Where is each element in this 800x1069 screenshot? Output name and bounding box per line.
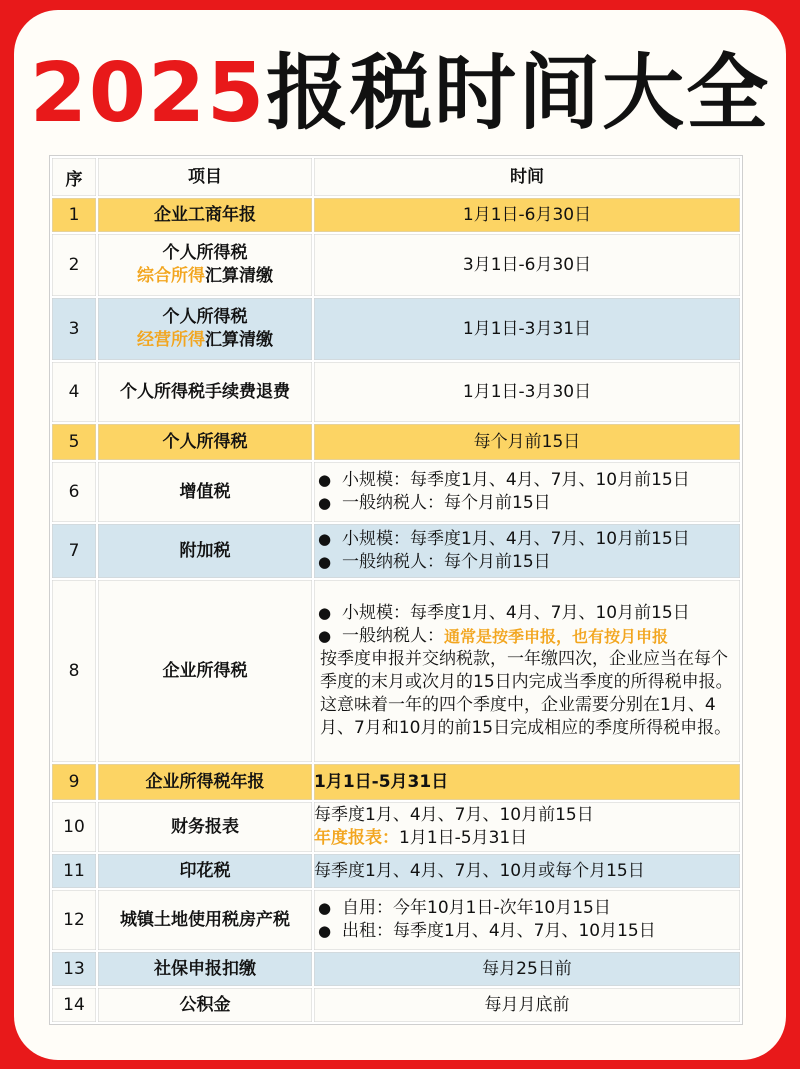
table-row (51, 297, 741, 361)
table-row (51, 523, 741, 579)
table-row (51, 461, 741, 523)
row-item: 城镇土地使用税房产税 (97, 889, 313, 951)
table-row (51, 233, 741, 297)
bullet-label: 一般纳税人： (342, 626, 444, 646)
row-item: 附加税 (97, 523, 313, 579)
bullet-item (314, 469, 740, 492)
table-row (51, 763, 741, 801)
table-header-row (51, 157, 741, 197)
row-num: 5 (51, 423, 97, 461)
row-num: 12 (51, 889, 97, 951)
bullet-text: 小规模：每季度1月、4月、7月、10月前15日 (342, 470, 690, 490)
table-row (51, 361, 741, 423)
bullet-text: 出租：每季度1月、4月、7月、10月15日 (342, 921, 656, 941)
row-num: 3 (51, 297, 97, 361)
row-time (313, 801, 741, 853)
row-item: 企业工商年报 (97, 197, 313, 233)
bullet-highlight: 通常是按季申报，也有按月申报 (444, 627, 669, 646)
bullet-item (314, 897, 740, 920)
explanation-paragraph: 按季度申报并交纳税款，一年缴四次，企业应当在每个季度的末月或次月的15日内完成当季度的所得税申报。这意味着一年的四个季度中，企业需要分别在1月、4月、7月和10月的前15日完成相应的季度所得税申报。 (320, 649, 733, 738)
row-time: 1月1日-3月30日 (313, 361, 741, 423)
row-item-rest: 汇算清缴 (205, 330, 273, 350)
row-num: 2 (51, 233, 97, 297)
bullet-item (314, 920, 740, 943)
table-row (51, 889, 741, 951)
row-item: 个人所得税手续费退费 (97, 361, 313, 423)
header-num: 序 (51, 157, 97, 197)
bullet-dot: ● (318, 530, 332, 548)
bullet-dot: ● (318, 627, 332, 645)
table-row (51, 853, 741, 889)
row-num: 9 (51, 763, 97, 801)
bullet-item (314, 551, 740, 574)
bullet-dot: ● (318, 471, 332, 489)
row-item: 企业所得税年报 (97, 763, 313, 801)
row-time: 1月1日-6月30日 (313, 197, 741, 233)
time-rest: 1月1日-5月31日 (399, 828, 528, 848)
row-time: 每月月底前 (313, 987, 741, 1023)
row-item: 个人所得税 (97, 423, 313, 461)
row-item-line2 (98, 329, 312, 352)
row-num: 11 (51, 853, 97, 889)
row-item: 财务报表 (97, 801, 313, 853)
row-num: 7 (51, 523, 97, 579)
row-time (313, 461, 741, 523)
table-row (51, 579, 741, 763)
bullet-text: 一般纳税人：每个月前15日 (342, 552, 551, 572)
row-time (313, 579, 741, 763)
row-item: 印花税 (97, 853, 313, 889)
bullet-dot: ● (318, 899, 332, 917)
bullet-item (314, 528, 740, 551)
table-row (51, 801, 741, 853)
bullet-text: 自用：今年10月1日-次年10月15日 (342, 898, 611, 918)
row-time (313, 523, 741, 579)
bullet-dot: ● (318, 553, 332, 571)
row-item-line1: 个人所得税 (162, 307, 248, 327)
bullet-dot: ● (318, 494, 332, 512)
bullet-text: 一般纳税人：每个月前15日 (342, 493, 551, 513)
row-item-highlight: 综合所得 (137, 266, 205, 286)
title-text: 报税时间大全 (266, 46, 771, 141)
title-year: 2025 (29, 46, 267, 141)
header-time: 时间 (313, 157, 741, 197)
table-row (51, 423, 741, 461)
bullet-dot: ● (318, 604, 332, 622)
time-line1: 每季度1月、4月、7月、10月前15日 (314, 805, 594, 825)
tax-schedule-table (50, 156, 742, 1024)
row-item-line1: 个人所得税 (162, 243, 248, 263)
row-item: 增值税 (97, 461, 313, 523)
bullet-item (314, 492, 740, 515)
bullet-text: 小规模：每季度1月、4月、7月、10月前15日 (342, 603, 690, 623)
row-num: 6 (51, 461, 97, 523)
row-num: 14 (51, 987, 97, 1023)
table-row (51, 197, 741, 233)
bullet-item (314, 625, 740, 648)
bullet-text: 小规模：每季度1月、4月、7月、10月前15日 (342, 529, 690, 549)
row-num: 4 (51, 361, 97, 423)
table-row (51, 987, 741, 1023)
row-time: 1月1日-3月31日 (313, 297, 741, 361)
row-time: 每月25日前 (313, 951, 741, 987)
row-item-highlight: 经营所得 (137, 330, 205, 350)
row-time: 每季度1月、4月、7月、10月或每个月15日 (313, 853, 741, 889)
row-num: 13 (51, 951, 97, 987)
row-item-line2 (98, 265, 312, 288)
row-time: 1月1日-5月31日 (313, 763, 741, 801)
time-line2 (314, 827, 740, 850)
row-item: 社保申报扣缴 (97, 951, 313, 987)
row-item (97, 297, 313, 361)
row-item: 企业所得税 (97, 579, 313, 763)
row-item (97, 233, 313, 297)
row-num: 1 (51, 197, 97, 233)
row-time (313, 889, 741, 951)
bullet-item (314, 602, 740, 625)
row-num: 8 (51, 579, 97, 763)
row-item-rest: 汇算清缴 (205, 266, 273, 286)
bullet-dot: ● (318, 922, 332, 940)
page-title (0, 46, 800, 142)
row-time: 每个月前15日 (313, 423, 741, 461)
row-num: 10 (51, 801, 97, 853)
header-item: 项目 (97, 157, 313, 197)
time-highlight: 年度报表： (314, 828, 399, 848)
table-row (51, 951, 741, 987)
row-time: 3月1日-6月30日 (313, 233, 741, 297)
row-item: 公积金 (97, 987, 313, 1023)
